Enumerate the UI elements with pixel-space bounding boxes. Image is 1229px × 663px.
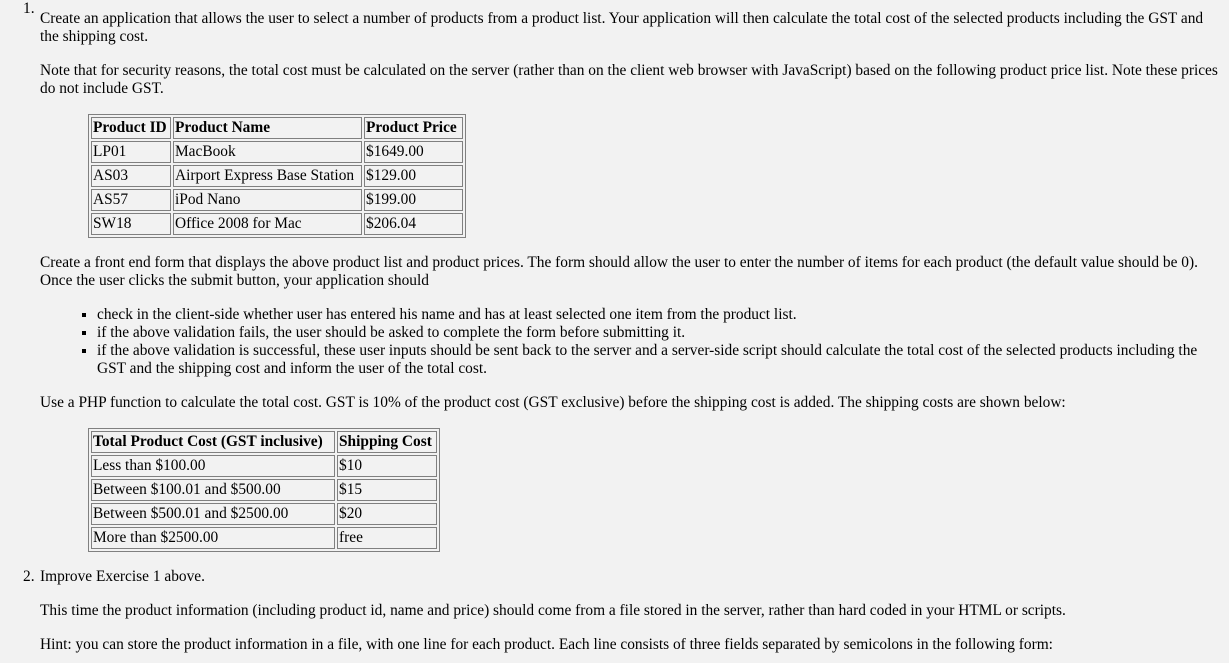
exercise-2-hint: Hint: you can store the product information in a file, with one line for each product. Each line consists of three fields separated by semicolons in the following form: — [40, 636, 1053, 653]
exercise-1-note: Note that for security reasons, the total cost must be calculated on the server (rather than on the client web browser with JavaScript) based on the following product price list. Note these prices do not include GST. — [40, 62, 1218, 97]
form-instructions: Create a front end form that displays the above product list and product prices. The form should allow the user to enter the number of items for each product (the default value should be 0). Once the user clicks the submit button, your application should — [40, 254, 1198, 289]
list-item: ▪ check in the client-side whether user has entered his name and has at least selected one item from the product list. — [97, 306, 1221, 324]
product-name-cell: Office 2008 for Mac — [173, 213, 362, 235]
table-row — [91, 189, 463, 211]
product-name-cell: MacBook — [173, 141, 362, 163]
cost-range-cell: Less than $100.00 — [91, 455, 335, 477]
header-product-price: Product Price — [364, 117, 463, 139]
product-price-cell: $129.00 — [364, 165, 463, 187]
shipping-table-wrapper — [88, 428, 1221, 552]
header-product-name: Product Name — [173, 117, 362, 139]
shipping-cost-cell: $10 — [337, 455, 437, 477]
header-shipping-cost: Shipping Cost — [337, 431, 437, 453]
product-id-cell: AS03 — [91, 165, 171, 187]
product-id-cell: SW18 — [91, 213, 171, 235]
product-price-cell: $206.04 — [364, 213, 463, 235]
table-row — [91, 503, 437, 525]
exercise-2-number: 2. — [23, 568, 35, 585]
exercise-1 — [23, 0, 1221, 552]
product-name-cell: iPod Nano — [173, 189, 362, 211]
product-table-header-row — [91, 117, 463, 139]
php-instructions: Use a PHP function to calculate the total cost. GST is 10% of the product cost (GST exclusive) before the shipping cost is added. The shipping costs are shown below: — [40, 394, 1066, 411]
shipping-cost-table — [88, 428, 440, 552]
product-id-cell: AS57 — [91, 189, 171, 211]
header-total-product-cost: Total Product Cost (GST inclusive) — [91, 431, 335, 453]
product-table-wrapper — [88, 114, 1221, 238]
shipping-cost-cell: $15 — [337, 479, 437, 501]
product-price-cell: $199.00 — [364, 189, 463, 211]
product-price-cell: $1649.00 — [364, 141, 463, 163]
product-id-cell: LP01 — [91, 141, 171, 163]
exercise-1-intro: Create an application that allows the user to select a number of products from a product list. Your application will then calculate the total cost of the selected products including the GST and the shipping cost. — [40, 10, 1204, 45]
exercise-list — [23, 0, 1221, 654]
exercise-2-title: Improve Exercise 1 above. — [40, 568, 205, 585]
table-row — [91, 455, 437, 477]
requirements-list — [40, 306, 1221, 378]
table-row — [91, 213, 463, 235]
exercise-2 — [23, 568, 1221, 654]
table-row — [91, 527, 437, 549]
exercise-1-number: 1. — [23, 0, 35, 17]
header-product-id: Product ID — [91, 117, 171, 139]
cost-range-cell: More than $2500.00 — [91, 527, 335, 549]
cost-range-cell: Between $500.01 and $2500.00 — [91, 503, 335, 525]
exercise-2-text: This time the product information (including product id, name and price) should come from a file stored in the server, rather than hard coded in your HTML or scripts. — [40, 602, 1066, 619]
list-item: ▪ if the above validation is successful, these user inputs should be sent back to the server and a server-side script should calculate the total cost of the selected products including the GST and the shipping cost and inform the user of the total cost. — [97, 342, 1221, 378]
table-row — [91, 165, 463, 187]
product-name-cell: Airport Express Base Station — [173, 165, 362, 187]
cost-range-cell: Between $100.01 and $500.00 — [91, 479, 335, 501]
table-row — [91, 141, 463, 163]
shipping-cost-cell: $20 — [337, 503, 437, 525]
shipping-table-header-row — [91, 431, 437, 453]
shipping-cost-cell: free — [337, 527, 437, 549]
list-item: ▪ if the above validation fails, the user should be asked to complete the form before submitting it. — [97, 324, 1221, 342]
product-price-table — [88, 114, 466, 238]
table-row — [91, 479, 437, 501]
